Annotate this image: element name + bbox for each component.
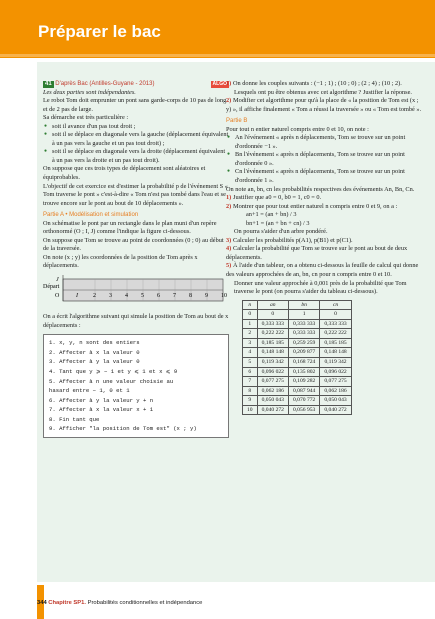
paragraph: On schématise le pont par un rectangle dans le plan muni d'un repère orthonormé (O ; I, J) comme l'indique la figure ci-dessous. — [43, 219, 217, 236]
table-row — [243, 386, 352, 396]
tick-label: 3 — [109, 293, 112, 300]
table-cell: 3 — [243, 338, 258, 348]
paragraph: On suppose que Tom se trouve au point de coordonnées (0 ; 0) au début de la traversée. — [43, 236, 224, 253]
table-cell: 0,062 186 — [257, 386, 288, 396]
table-header-cell: cn — [320, 300, 351, 310]
table-cell: 0,077 275 — [320, 377, 351, 387]
exercise-number: 41 — [45, 81, 52, 87]
question-b5: 5) À l'aide d'un tableur, on a obtenu ci-dessous la feuille de calcul qui donne des valeurs approchées de an, bn, cn pour n compris entre 0 et 10. — [226, 262, 419, 279]
table-cell: 0,096 022 — [257, 367, 288, 377]
question-b2: 2) Montrer que pour tout entier naturel n compris entre 0 et 9, on a : — [226, 202, 398, 210]
part-b-title: Partie B — [226, 118, 248, 125]
table-row — [243, 348, 352, 358]
algo-line: hasard entre − 1, 0 et 1 — [49, 387, 130, 395]
question-b2-hint: On pourra s'aider d'un arbre pondéré. — [234, 228, 328, 236]
chapter-title: Probabilités conditionnelles et indépendance — [87, 600, 203, 606]
exercise-source: D'après Bac (Antilles-Guyane - 2013) — [55, 81, 155, 87]
left-column — [43, 80, 229, 438]
formula-a: an+1 = (an + bn) / 3 — [246, 211, 297, 219]
table-header-cell: bn — [288, 300, 319, 310]
footer — [37, 600, 202, 606]
table-cell: 9 — [243, 396, 258, 406]
part-a-title: Partie A • Modélisation et simulation — [43, 212, 139, 219]
algo-line: 5. Affecter à n une valeur choisie au — [49, 377, 174, 385]
table-cell: 0,185 185 — [257, 338, 288, 348]
table-cell: 6 — [243, 367, 258, 377]
table-cell: 1 — [288, 310, 319, 320]
table-row — [243, 396, 352, 406]
table-cell: 1 — [243, 319, 258, 329]
start-label: Départ — [43, 284, 60, 291]
table-cell: 0,062 186 — [320, 386, 351, 396]
table-cell: 0,333 333 — [288, 329, 319, 339]
table-cell: 0 — [320, 310, 351, 320]
table-cell: 5 — [243, 357, 258, 367]
tick-label: 5 — [141, 293, 144, 300]
o-label: O — [55, 293, 60, 300]
table-row — [243, 310, 352, 320]
table-cell: 0,333 333 — [257, 319, 288, 329]
page-title: Préparer le bac — [38, 22, 161, 41]
table-cell: 0,119 342 — [257, 357, 288, 367]
table-header-row — [243, 300, 352, 310]
question-b1: 1) Justifier que a0 = 0, b0 = 1, c0 = 0. — [226, 194, 322, 202]
table-cell: 0,070 772 — [288, 396, 319, 406]
table-cell: 0,333 333 — [288, 319, 319, 329]
tick-label: 6 — [157, 293, 160, 300]
tick-label: 10 — [221, 293, 227, 300]
table-cell: 0,259 259 — [288, 338, 319, 348]
table-cell: 7 — [243, 377, 258, 387]
table-cell: 0 — [243, 310, 258, 320]
bullet-item: ● soit il se déplace en diagonale vers la gauche (déplacement équivalent à un pas vers la gauche et un pas tout droit) ; — [43, 131, 229, 148]
table-cell: 0,119 342 — [320, 357, 351, 367]
tick-label: 7 — [173, 293, 176, 300]
tick-label: 2 — [93, 293, 96, 300]
tick-label: 9 — [205, 293, 208, 300]
table-cell: 2 — [243, 329, 258, 339]
table-row — [243, 377, 352, 387]
algo-line: 2. Affecter à x la valeur 0 — [49, 348, 140, 356]
algo-line: 4. Tant que y ⩾ − 1 et y ⩽ 1 et x ⩽ 9 — [49, 367, 178, 375]
event-item: ● An l'événement « après n déplacements, Tom se trouve sur un point d'ordonnée −1 ». — [226, 134, 423, 151]
intro-line-0: Les deux parties sont indépendantes. — [43, 88, 136, 96]
table-cell: 0,077 275 — [257, 377, 288, 387]
table-cell: 0,333 333 — [320, 319, 351, 329]
table-cell: 0,222 222 — [257, 329, 288, 339]
table-cell: 0,040 272 — [320, 405, 351, 415]
bridge-figure — [43, 273, 229, 313]
question-b3: 3) Calculer les probabilités p(A1), p(B1) et p(C1). — [226, 236, 353, 244]
algo-line: 7. Affecter à x la valeur x + 1 — [49, 406, 154, 414]
question-2: 2) Modifier cet algorithme pour qu'à la place de « la position de Tom est (x ; y) », il affiche finalement « Tom a réussi la traversée » ou « Tom est tombé ». — [226, 97, 422, 113]
table-cell: 0,096 022 — [320, 367, 351, 377]
bullet-item: ● soit il se déplace en diagonale vers la droite (déplacement équivalent à un pas vers la droite et un pas tout droit). — [43, 148, 229, 165]
table-cell: 0,109 282 — [288, 377, 319, 387]
table-cell: 0,040 272 — [257, 405, 288, 415]
exercise-panel — [37, 62, 435, 582]
table-cell: 0,148 148 — [320, 348, 351, 358]
table-row — [243, 405, 352, 415]
table-cell: 0,148 148 — [257, 348, 288, 358]
header-banner — [0, 0, 435, 58]
table-cell: 0,135 802 — [288, 367, 319, 377]
table-cell: 0,087 944 — [288, 386, 319, 396]
i-label: I — [76, 293, 78, 300]
intro-line-1: Le robot Tom doit emprunter un pont sans garde-corps de 10 pas de long et de 2 pas de large. — [43, 97, 227, 113]
bullet-item: ● soit il avance d'un pas tout droit ; — [43, 123, 229, 132]
values-table — [242, 300, 352, 416]
j-label: J — [56, 277, 59, 284]
table-cell: 0,168 724 — [288, 357, 319, 367]
algo-line: 6. Affecter à y la valeur y + n — [49, 396, 154, 404]
question-1: 1) On donne les couples suivants : (−1 ; 1) ; (10 ; 0) ; (2 ; 4) ; (10 ; 2). — [226, 80, 402, 87]
algo-line: 3. Affecter à y la valeur 0 — [49, 358, 140, 366]
question-1-followup: Lesquels ont pu être obtenus avec cet algorithme ? Justifier la réponse. — [234, 88, 413, 96]
table-cell: 0,185 185 — [320, 338, 351, 348]
algo-badge: ALGO — [212, 81, 227, 87]
tick-label: 8 — [189, 293, 192, 300]
chapter-label: Chapitre SP1. — [48, 600, 86, 606]
table-cell: 0,050 043 — [320, 396, 351, 406]
table-body — [243, 310, 352, 415]
table-cell: 0 — [257, 310, 288, 320]
table-row — [243, 338, 352, 348]
table-row — [243, 367, 352, 377]
event-item: ● Bn l'événement « après n déplacements, Tom se trouve sur un point d'ordonnée 0 ». — [226, 151, 423, 168]
table-cell: 10 — [243, 405, 258, 415]
table-cell: 0,056 953 — [288, 405, 319, 415]
table-row — [243, 357, 352, 367]
table-cell: 4 — [243, 348, 258, 358]
intro-line-2: Sa démarche est très particulière : — [43, 114, 129, 122]
paragraph: L'objectif de cet exercice est d'estimer la probabilité p de l'événement S « Tom traverse le pont » c'est-à-dire « Tom n'est pas tombé dans l'eau et se trouve encore sur le pont au bout de 10 déplacements ». — [43, 182, 228, 207]
formula-b: bn+1 = (an + bn + cn) / 3 — [246, 219, 310, 227]
algo-line: 9. Afficher "la position de Tom est" (x ; y) — [49, 425, 197, 433]
page-number: 344 — [37, 600, 47, 606]
paragraph: On note an, bn, cn les probabilités respectives des événements An, Bn, Cn. — [226, 185, 415, 193]
exercise-heading — [43, 80, 229, 89]
table-row — [243, 319, 352, 329]
algo-line: 1. x, y, n sont des entiers — [49, 339, 140, 347]
algorithm-box — [43, 334, 229, 438]
question-b5-followup: Donner une valeur approchée à 0,001 près de la probabilité que Tom traverse le pont (on pourra s'aider du tableau ci-dessous). — [234, 279, 407, 296]
table-cell: 0,209 877 — [288, 348, 319, 358]
table-cell: 8 — [243, 386, 258, 396]
table-cell: 0,050 043 — [257, 396, 288, 406]
table-cell: 0,222 222 — [320, 329, 351, 339]
table-header-cell: n — [243, 300, 258, 310]
header-divider — [0, 54, 435, 57]
tick-label: 4 — [125, 293, 128, 300]
algo-intro: On a écrit l'algorithme suivant qui simule la position de Tom au bout de x déplacements : — [43, 313, 229, 329]
algo-line: 8. Fin tant que — [49, 415, 100, 423]
event-item: ● Cn l'événement « après n déplacements, Tom se trouve sur un point d'ordonnée 1 ». — [226, 168, 423, 185]
question-b4: 4) Calculer la probabilité que Tom se trouve sur le pont au bout de deux déplacements. — [226, 245, 408, 261]
paragraph: On suppose que ces trois types de déplacement sont aléatoires et équiprobables. — [43, 165, 206, 182]
right-column — [226, 80, 423, 415]
paragraph: On note (x ; y) les coordonnées de la position de Tom après x déplacements. — [43, 253, 198, 270]
paragraph: Pour tout n entier naturel compris entre 0 et 10, on note : — [226, 125, 369, 133]
table-header-cell: an — [257, 300, 288, 310]
table-row — [243, 329, 352, 339]
